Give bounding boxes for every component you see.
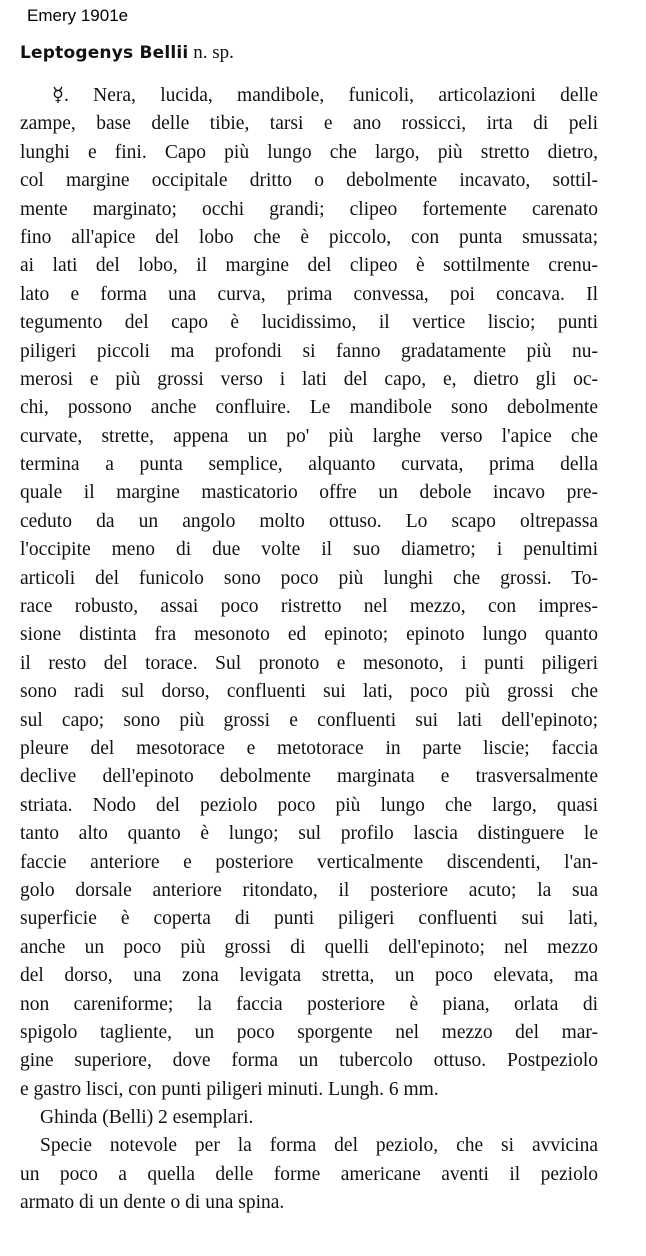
- text-line: un poco a quella delle forme americane aventi il peziolo: [20, 1163, 598, 1185]
- text-line: tanto alto quanto è lungo; sul profilo lascia distinguere le: [20, 823, 598, 845]
- text-line: ☿. Nera, lucida, mandibole, funicoli, articolazioni delle: [52, 85, 598, 106]
- species-heading: [20, 42, 234, 64]
- text-line: lunghi e fini. Capo più lungo che largo, più stretto dietro,: [20, 141, 598, 163]
- text-line: col margine occipitale dritto o debolmente incavato, sottil-: [20, 170, 598, 192]
- text-line: sono radi sul dorso, confluenti sui lati, poco più grossi che: [20, 681, 598, 703]
- text-line: fino all'apice del lobo che è piccolo, con punta smussata;: [20, 226, 598, 248]
- text-line: merosi e più grossi verso i lati del capo, e, dietro gli oc-: [20, 368, 598, 390]
- text-line: tegumento del capo è lucidissimo, il vertice liscio; punti: [20, 312, 598, 334]
- text-line: zampe, base delle tibie, tarsi e ano rossicci, irta di peli: [20, 113, 598, 135]
- text-line: golo dorsale anteriore ritondato, il posteriore acuto; la sua: [20, 879, 598, 901]
- text-line: declive dell'epinoto debolmente marginata e trasversalmente: [20, 766, 598, 788]
- text-line: chi, possono anche confluire. Le mandibole sono debolmente: [20, 397, 598, 419]
- text-line: mente marginato; occhi grandi; clipeo fortemente carenato: [20, 198, 598, 220]
- text-line: e gastro lisci, con punti piligeri minuti. Lungh. 6 mm.: [20, 1078, 439, 1100]
- text-line: del dorso, una zona levigata stretta, un poco elevata, ma: [20, 965, 598, 987]
- text-line: spigolo tagliente, un poco sporgente nel mezzo del mar-: [20, 1021, 598, 1043]
- text-line: sione distinta fra mesonoto ed epinoto; epinoto lungo quanto: [20, 624, 598, 646]
- text-line: striata. Nodo del peziolo poco più lungo che largo, quasi: [20, 794, 598, 816]
- species-status: n. sp.: [193, 42, 234, 63]
- text-line: Ghinda (Belli) 2 esemplari.: [40, 1107, 254, 1129]
- text-line: race robusto, assai poco ristretto nel mezzo, con impres-: [20, 596, 598, 618]
- text-line: pleure del mesotorace e metotorace in parte liscie; faccia: [20, 737, 598, 759]
- species-name: Leptogenys Bellii: [20, 43, 189, 63]
- text-line: termina a punta semplice, alquanto curvata, prima della: [20, 454, 598, 476]
- text-line: articoli del funicolo sono poco più lunghi che grossi. To-: [20, 567, 598, 589]
- text-line: superficie è coperta di punti piligeri confluenti sui lati,: [20, 908, 598, 930]
- source-label: Emery 1901e: [27, 6, 129, 25]
- text-line: gine superiore, dove forma un tubercolo ottuso. Postpeziolo: [20, 1050, 598, 1072]
- text-line: Specie notevole per la forma del peziolo, che si avvicina: [40, 1135, 598, 1157]
- text-line: ceduto da un angolo molto ottuso. Lo scapo oltrepassa: [20, 510, 598, 532]
- text-line: ai lati del lobo, il margine del clipeo è sottilmente crenu-: [20, 255, 598, 277]
- text-line: l'occipite meno di due volte il suo diametro; i penultimi: [20, 539, 598, 561]
- text-line: armato di un dente o di una spina.: [20, 1192, 285, 1214]
- text-line: non careniforme; la faccia posteriore è piana, orlata di: [20, 993, 598, 1015]
- text-line: sul capo; sono più grossi e confluenti sui lati dell'epinoto;: [20, 709, 598, 731]
- text-line: anche un poco più grossi di quelli dell'epinoto; nel mezzo: [20, 936, 598, 958]
- text-line: il resto del torace. Sul pronoto e mesonoto, i punti piligeri: [20, 652, 598, 674]
- text-line: faccie anteriore e posteriore verticalmente discendenti, l'an-: [20, 851, 598, 873]
- text-line: piligeri piccoli ma profondi si fanno gradatamente più nu-: [20, 340, 598, 362]
- text-line: curvate, strette, appena un po' più larghe verso l'apice che: [20, 425, 598, 447]
- text-line: lato e forma una curva, prima convessa, poi concava. Il: [20, 283, 598, 305]
- description-text: [20, 82, 598, 1218]
- text-line: quale il margine masticatorio offre un debole incavo pre-: [20, 482, 598, 504]
